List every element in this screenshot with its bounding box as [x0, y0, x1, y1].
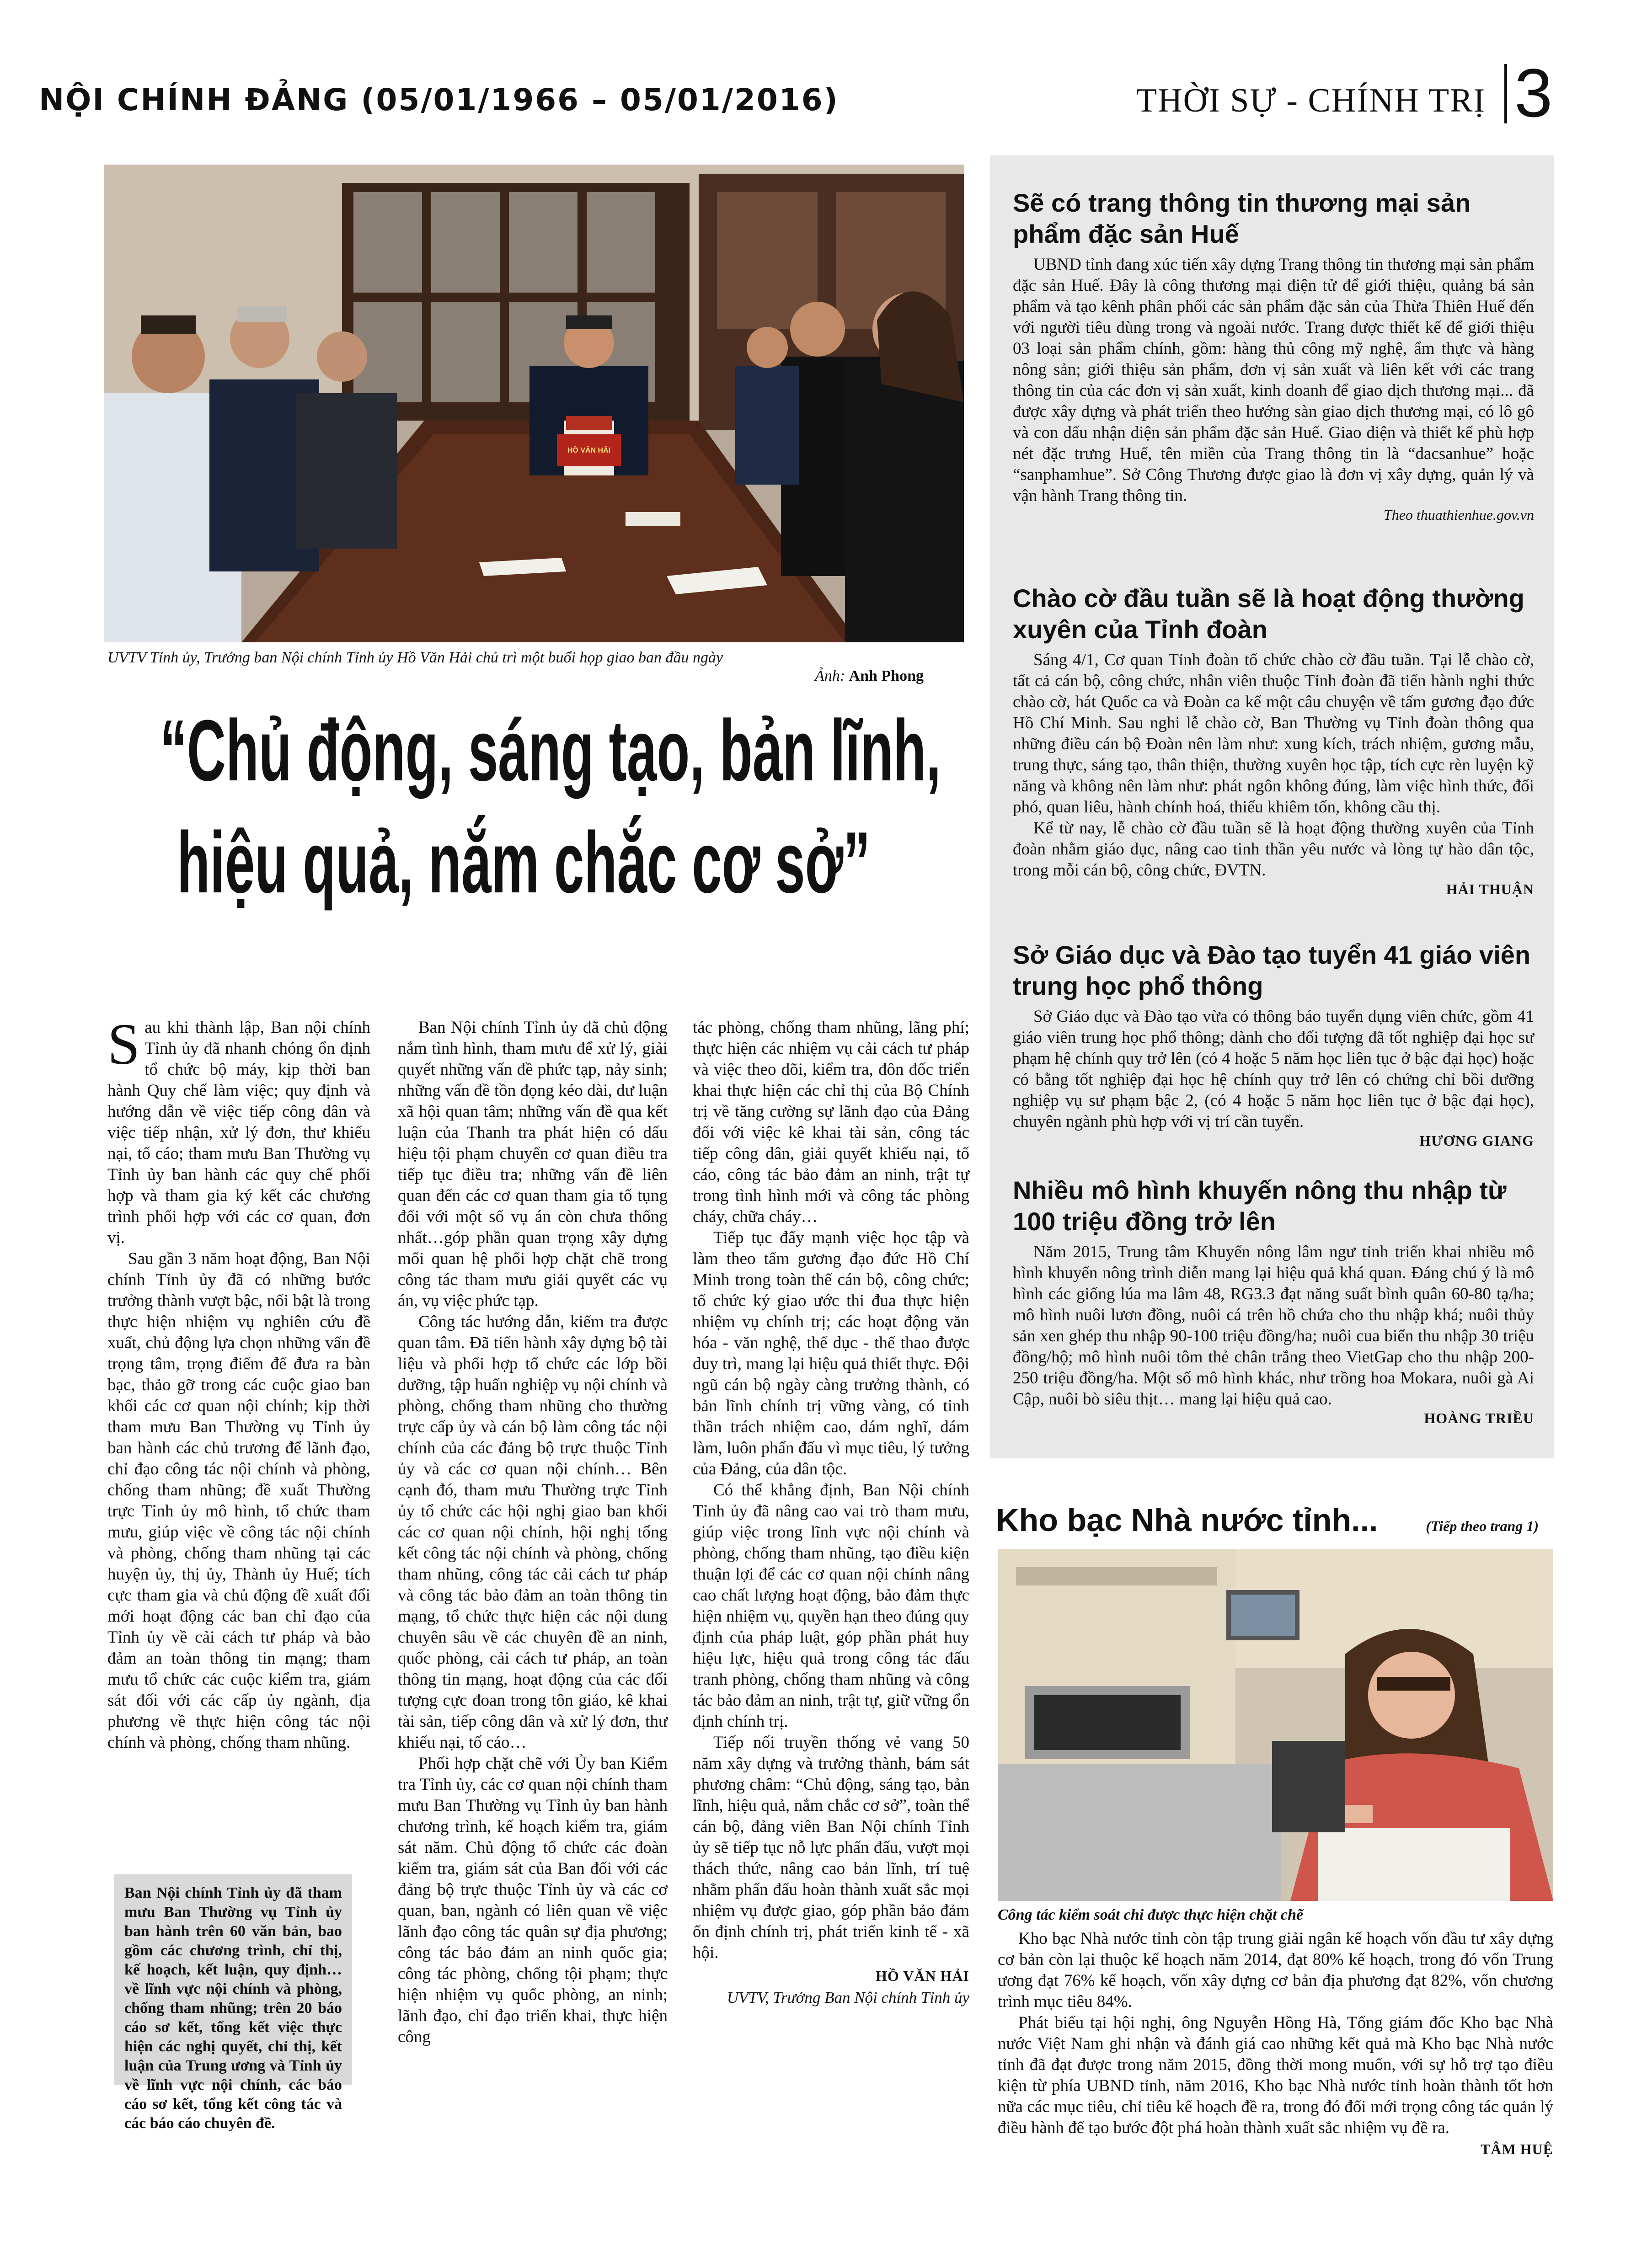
article-paragraph: Phát biểu tại hội nghị, ông Nguyễn Hồng Hà, Tổng giám đốc Kho bạc Nhà nước Việt Nam ghi nhận và đánh giá cao những kết quả mà Kho bạc Nhà nước tỉnh đã đạt được trong năm 2015, đồng thời mong muốn, với sự hỗ trợ tạo điều kiện từ phía UBND tỉnh, năm 2016, Kho bạc Nhà nước tỉnh hoàn thành tốt hơn nữa các mục tiêu, chỉ tiêu kế hoạch đề ra, trong đó đổi mới trọng công tác quản lý điều hành để tạo bước đột phá hoàn thành xuất sắc nhiệm vụ đề ra.: [998, 2013, 1553, 2137]
news-author: HẢI THUẬN: [1446, 881, 1534, 897]
article-paragraph: Sau gần 3 năm hoạt động, Ban Nội chính Tỉnh ủy đã có những bước trưởng thành vượt bậc, nổi bật là trong thực hiện nhiệm vụ nghiên cứu đề xuất, chủ động lựa chọn những vấn đề trọng tâm, trọng điểm để đưa ra bàn bạc, thảo gỡ trong các cuộc giao ban khối các cơ quan nội chính; kịp thời tham mưu Ban Thường vụ Tỉnh ủy ban hành các chủ trương để lãnh đạo, chỉ đạo công tác nội chính và phòng, chống tham nhũng; đề xuất Thường trực Tỉnh ủy mô hình, tổ chức tham mưu, giúp việc về công tác nội chính và phòng, chống tham nhũng tại các huyện ủy, thị ủy, Thành ủy Huế; tích cực tham gia và chủ động đề xuất đổi mới hoạt động các ban chỉ đạo của Tỉnh ủy về cải cách tư pháp và bảo đảm an toàn thông tin mạng; tham mưu tổ chức các cuộc kiểm tra, giám sát đối với các cấp ủy ngành, địa phương về thực hiện công tác nội chính và phòng, chống tham nhũng.: [107, 1249, 370, 1752]
news-brief-box: [990, 155, 1554, 1458]
news-body: Năm 2015, Trung tâm Khuyến nông lâm ngư tỉnh triển khai nhiều mô hình khuyến nông trình diễn mang lại hiệu quả khá quan. Đáng chú ý là mô hình các giống lúa ma lâm 48, RG3.3 đạt năng suất bình quân 60-80 tạ/ha; mô hình nuôi lươn đồng, nuôi cá trên hồ chứa cho thu nhập khá; nuôi thủy sản xen ghép thu nhập 90-100 triệu đồng/ha; nuôi cua biển thu nhập 30 triệu đồng/hộ; mô hình nuôi tôm thẻ chân trắng theo VietGap cho thu nhập 200-250 triệu đồng/ha. Một số mô hình khác, như trồng hoa Mokara, nuôi gà Ai Cập, nuôi bò siêu thịt… mang lại hiệu quả cao.: [1013, 1243, 1534, 1409]
header-divider: [1504, 64, 1507, 123]
photo-credit-name: Anh Phong: [849, 667, 924, 684]
news-title: Nhiều mô hình khuyến nông thu nhập từ 100 triệu đồng trở lên: [1013, 1176, 1507, 1236]
news-author: HƯƠNG GIANG: [1419, 1132, 1534, 1149]
news-author: HOÀNG TRIỀU: [1424, 1410, 1534, 1426]
author-name: HỒ VĂN HẢI: [876, 1968, 969, 1984]
article-paragraph: au khi thành lập, Ban nội chính Tỉnh ủy đã nhanh chóng ổn định tổ chức bộ máy, kịp thời ban hành Quy chế làm việc; quy định và hướng dẫn về việc tiếp công dân và việc tiếp nhận, xử lý đơn, thư khiếu nại, tố cáo; tham mưu Ban Thường vụ Tỉnh ủy ban hành các quy chế phối hợp và tham gia ký kết các chương trình phối hợp với các cơ quan, đơn vị.: [107, 1018, 370, 1247]
news-source: Theo thuathienhue.gov.vn: [1383, 507, 1534, 523]
nameplate: HỒ VĂN HẢI: [567, 447, 611, 454]
author-title: UVTV, Trưởng Ban Nội chính Tỉnh ủy: [727, 1989, 969, 2007]
article-paragraph: Có thể khẳng định, Ban Nội chính Tỉnh ủy đã nâng cao vai trò tham mưu, giúp việc trong lĩnh vực nội chính và phòng, chống tham nhũng, tạo điều kiện thuận lợi để các cơ quan nội chính nâng cao chất lượng hoạt động, bảo đảm thực hiện nhiệm vụ, quyền hạn theo đúng quy định của pháp luật, góp phần phát huy hiệu lực, hiệu quả trong công tác đấu tranh phòng, chống tham nhũng và công tác bảo đảm an ninh, trật tự, giữ vững ổn định chính trị.: [693, 1481, 969, 1731]
article-column-1: [107, 1012, 370, 1753]
treasury-body: [998, 1928, 1553, 2160]
news-title: Sở Giáo dục và Đào tạo tuyển 41 giáo viên trung học phổ thông: [1013, 940, 1531, 1000]
photo-credit: [686, 667, 924, 685]
article-column-3: [693, 1017, 969, 2008]
drop-cap: S: [107, 1012, 140, 1077]
page-number: 3: [1514, 54, 1553, 131]
section-category: THỜI SỰ - CHÍNH TRỊ: [1136, 82, 1486, 119]
article-paragraph: Ban Nội chính Tỉnh ủy đã chủ động nắm tình hình, tham mưu để xử lý, giải quyết những vấn đề phức tạp, nảy sinh; những vấn đề tồn đọng kéo dài, dư luận xã hội quan tâm; những vấn đề qua kết luận của Thanh tra phát hiện có dấu hiệu tội phạm chuyển cơ quan điều tra tiếp tục điều tra; những vấn đề liên quan đến các cơ quan tham gia tố tụng đối với một số vụ án còn chưa thống nhất…góp phần quan trọng xây dựng mối quan hệ phối hợp chặt chẽ trong công tác tham mưu giải quyết các vụ án, vụ việc phức tạp.: [398, 1018, 668, 1310]
article-paragraph: Tiếp nối truyền thống vẻ vang 50 năm xây dựng và trưởng thành, bám sát phương châm: “Chủ động, sáng tạo, bản lĩnh, hiệu quả, nắm chắc cơ sở”, toàn thể cán bộ, đảng viên Ban Nội chính Tỉnh ủy sẽ tiếp tục nỗ lực phấn đấu, vượt mọi thách thức, nâng cao bản lĩnh, trí tuệ nhằm phấn đấu hoàn thành xuất sắc mọi nhiệm vụ được giao, góp phần bảo đảm ổn định chính trị, phát triển kinh tế - xã hội.: [693, 1733, 969, 1962]
news-body: Sáng 4/1, Cơ quan Tỉnh đoàn tổ chức chào cờ đầu tuần. Tại lễ chào cờ, tất cả cán bộ, công chức, nhân viên thuộc Tỉnh đoàn đã tiến hành nghi thức chào cờ, hát Quốc ca và Đoàn ca kể một câu chuyện về tấm gương đạo đức Hồ Chí Minh. Sau nghi lễ chào cờ, Ban Thường vụ Tỉnh đoàn thông qua những điều cán bộ Đoàn nên làm như: xung kích, trách nhiệm, gương mẫu, trung thực, sáng tạo, thân thiện, thường xuyên học tập, tích cực rèn luyện kỹ năng và không nên làm như: phát ngôn không đúng, làm việc hình thức, đối phó, quan liêu, hành chính hoá, thiếu khiêm tốn, không cầu thị.: [1013, 651, 1534, 816]
highlight-text: Ban Nội chính Tỉnh ủy đã tham mưu Ban Thường vụ Tỉnh ủy ban hành trên 60 văn bản, bao gồm các chương trình, chỉ thị, kế hoạch, kết luận, quy định… về lĩnh vực nội chính và phòng, chống tham nhũng; trên 20 báo cáo sơ kết, tổng kết việc thực hiện các nghị quyết, chỉ thị, kết luận của Trung ương và Tỉnh ủy về lĩnh vực nội chính, các báo cáo sơ kết, tổng kết công tác và các báo cáo chuyên đề.: [124, 1884, 342, 2132]
article-paragraph: Công tác hướng dẫn, kiểm tra được quan tâm. Đã tiến hành xây dựng bộ tài liệu và phối hợp tổ chức các lớp bồi dưỡng, tập huấn nghiệp vụ nội chính và phòng, chống tham nhũng cho thường trực cấp ủy và cán bộ làm công tác nội chính của các đảng bộ trực thuộc Tỉnh ủy và các cơ quan nội chính… Bên cạnh đó, tham mưu Thường trực Tỉnh ủy tổ chức các hội nghị giao ban khối các cơ quan nội chính, hội nghị tổng kết công tác nội chính và phòng, chống tham nhũng, công tác cải cách tư pháp và công tác bảo đảm an toàn thông tin mạng, tổ chức thực hiện các nội dung chuyên sâu về các chuyên đề an ninh, quốc phòng, cải cách tư pháp, an toàn thông tin mạng, hoạt động của các đối tượng cực đoan trong tôn giáo, kê khai tài sản, tiếp công dân và xử lý đơn, thư khiếu nại, tố cáo…: [398, 1313, 668, 1752]
news-title: Chào cờ đầu tuần sẽ là hoạt động thường xuyên của Tỉnh đoàn: [1013, 584, 1524, 644]
section-title: NỘI CHÍNH ĐẢNG (05/01/1966 – 05/01/2016): [39, 82, 839, 117]
highlight-box: [114, 1874, 352, 2132]
treasury-photo: [998, 1549, 1553, 1901]
article-paragraph: tác phòng, chống tham nhũng, lãng phí; thực hiện các nhiệm vụ cải cách tư pháp và việc theo dõi, kiểm tra, đôn đốc triển khai thực hiện các chỉ thị của Bộ Chính trị về tăng cường sự lãnh đạo của Đảng đối với việc kê khai tài sản, công tác tiếp công dân, giải quyết khiếu nại, tố cáo, công tác bảo đảm an ninh, trật tự trong tình hình mới và công tác phòng cháy, chữa cháy…: [693, 1018, 969, 1226]
headline-line-2: hiệu quả, nắm chắc cơ sở”: [177, 814, 871, 911]
news-body: UBND tỉnh đang xúc tiến xây dựng Trang thông tin thương mại sản phẩm đặc sản Huế. Đây là công thương mại điện tử để giới thiệu, quảng bá sản phẩm và tạo kênh phân phối các sản phẩm đặc sản của Thừa Thiên Huế đến với người tiêu dùng trong và ngoài nước. Trang được thiết kế để giới thiệu 03 loại sản phẩm chính, gồm: hàng thủ công mỹ nghệ, ẩm thực và hàng nông sản; giới thiệu sản phẩm, đơn vị sản xuất và liên kết với các trang thông tin của các đơn vị sản xuất, kinh doanh để giao dịch thương mại... đã được xây dựng và phát triển theo hướng sàn giao dịch thương mại, có lô gô và con dấu nhận diện sản phẩm đặc sản Huế. Giao diện và thiết kế phù hợp nét đặc trưng Huế, tên miền của Trang thông tin là “dacsanhue” hoặc “sanphamhue”. Sở Công Thương được giao là đơn vị xây dựng, quản lý và vận hành Trang thông tin.: [1013, 255, 1534, 505]
news-title: Sẽ có trang thông tin thương mại sản phẩm đặc sản Huế: [1013, 188, 1471, 248]
headline-line-1: “Chủ động, sáng tạo, bản lĩnh,: [160, 702, 941, 799]
news-item: [1013, 583, 1534, 898]
article-column-2: [398, 1017, 668, 2048]
continued-note: (Tiếp theo trang 1): [1426, 1518, 1539, 1534]
treasury-photo-caption: Công tác kiểm soát chi được thực hiện chặt chẽ: [998, 1906, 1304, 1923]
news-item: [1013, 1175, 1534, 1427]
article-paragraph: Phối hợp chặt chẽ với Ủy ban Kiểm tra Tỉnh ủy, các cơ quan nội chính tham mưu Ban Thường vụ Tỉnh ủy ban hành chương trình, kế hoạch kiểm tra, giám sát năm. Chủ động tổ chức các đoàn kiểm tra, giám sát của Ban đối với các đảng bộ trực thuộc Tỉnh ủy và các cơ quan, ban, ngành có liên quan về việc lãnh đạo công tác quân sự địa phương; công tác bảo đảm an ninh quốc gia; công tác phòng, chống tội phạm; thực hiện nhiệm vụ quốc phòng, an ninh; lãnh đạo, chỉ đạo triển khai, thực hiện công: [398, 1754, 668, 2046]
news-item: [1013, 939, 1534, 1149]
treasury-author: TÂM HUỆ: [1481, 2141, 1553, 2157]
article-paragraph: Kho bạc Nhà nước tỉnh còn tập trung giải ngân kế hoạch vốn đầu tư xây dựng cơ bản còn lại thuộc kế hoạch năm 2014, đạt 80% kế hoạch, trong đó vốn Trung ương đạt 76% kế hoạch, vốn xây dựng cơ bản địa phương đạt 82%, vốn chương trình mục tiêu 84%.: [998, 1929, 1553, 2011]
photo-credit-label: Ảnh:: [814, 667, 849, 684]
headline: [160, 695, 941, 919]
article-paragraph: Tiếp tục đẩy mạnh việc học tập và làm theo tấm gương đạo đức Hồ Chí Minh trong toàn thể cán bộ, công chức; tổ chức ký giao ước thi đua thực hiện nhiệm vụ chính trị; các hoạt động văn hóa - văn nghệ, thể dục - thể thao được duy trì, mang lại hiệu quả thiết thực. Đội ngũ cán bộ ngày càng trưởng thành, có bản lĩnh chính trị vững vàng, có tinh thần trách nhiệm cao, dám nghĩ, dám làm, luôn phấn đấu vì mục tiêu, lý tưởng của Đảng, của dân tộc.: [693, 1228, 969, 1478]
news-body: Sở Giáo dục và Đào tạo vừa có thông báo tuyển dụng viên chức, gồm 41 giáo viên trung học phổ thông; dành cho đối tượng đã tốt nghiệp đại học sư phạm hệ chính quy trở lên (có 4 hoặc 5 năm học liên tục ở bậc đại học) hoặc có bằng tốt nghiệp đại học hệ chính quy trở lên có chứng chỉ bồi dưỡng nghiệp vụ sư phạm bậc 2, (có 4 hoặc 5 năm học liên tục ở bậc đại học), chuyên ngành phù hợp với vị trí cần tuyển.: [1013, 1007, 1534, 1131]
photo-caption: UVTV Tỉnh ủy, Trưởng ban Nội chính Tỉnh ủy Hồ Văn Hải chủ trì một buổi họp giao ban đầu ngày: [107, 649, 723, 666]
treasury-title: Kho bạc Nhà nước tỉnh...: [996, 1502, 1378, 1538]
news-item: [1013, 187, 1534, 523]
news-body: Kể từ nay, lễ chào cờ đầu tuần sẽ là hoạt động thường xuyên của Tỉnh đoàn nhằm giáo dục, nâng cao tinh thần yêu nước và lòng tự hào dân tộc, trong mỗi cán bộ, công chức, ĐVTN.: [1013, 819, 1534, 880]
meeting-photo: [104, 165, 964, 642]
